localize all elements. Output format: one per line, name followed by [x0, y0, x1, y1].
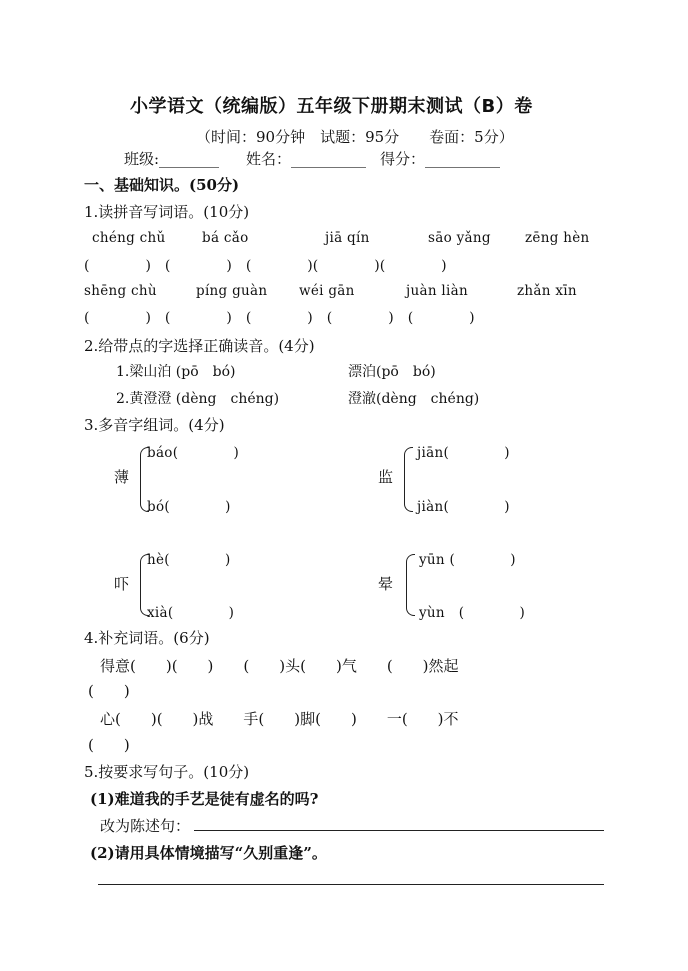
q2-item-2[interactable]: 漂泊(pō bó) [348, 364, 436, 380]
polyphone-reading[interactable]: jiàn( ) [417, 499, 510, 515]
polyphone-char: 监 [378, 468, 394, 486]
pinyin-2: bá cǎo [202, 230, 249, 246]
answer-line[interactable] [98, 884, 604, 885]
score-field[interactable]: 得分：__________ [380, 150, 501, 168]
section-heading: 一、基础知识。(50分) [84, 176, 240, 194]
name-field[interactable]: 姓名：__________ [246, 150, 367, 168]
q2-item-1[interactable]: 1.梁山泊 (pō bó) [116, 364, 236, 380]
polyphone-char: 吓 [114, 575, 130, 593]
q2-item-4[interactable]: 澄澈(dèng chéng) [348, 391, 480, 407]
polyphone-char: 薄 [114, 468, 130, 486]
answer-boxes-row-1[interactable]: ( ) ( ) ( )( )( ) [84, 258, 447, 274]
question-5-heading: 5.按要求写句子。(10分) [84, 763, 250, 781]
exam-info: （时间：90分钟 试题：95分 卷面：5分） [196, 128, 514, 146]
pinyin-1: chéng chǔ [92, 230, 166, 246]
q2-item-3[interactable]: 2.黄澄澄 (dèng chéng) [116, 391, 280, 407]
q4-line-2[interactable]: 心( )( )战 手( )脚( ) 一( )不 [100, 710, 459, 728]
polyphone-char: 晕 [378, 575, 394, 593]
polyphone-reading[interactable]: báo( ) [147, 445, 240, 461]
polyphone-reading[interactable]: jiān( ) [417, 445, 510, 461]
pinyin-10: zhǎn xīn [517, 283, 577, 299]
pinyin-9: juàn liàn [406, 283, 468, 299]
pinyin-6: shēng chù [84, 283, 157, 299]
page-title: 小学语文（统编版）五年级下册期末测试（B）卷 [130, 96, 533, 117]
pinyin-7: píng guàn [196, 283, 268, 299]
pinyin-8: wéi gān [299, 283, 355, 299]
polyphone-reading[interactable]: yūn ( ) [419, 552, 516, 568]
q5-answer-label: 改为陈述句： [100, 817, 191, 835]
left-brace-icon [404, 447, 413, 512]
question-2-heading: 2.给带点的字选择正确读音。(4分) [84, 337, 315, 355]
q5-item-2: (2)请用具体情境描写“久别重逢”。 [90, 844, 327, 862]
pinyin-5: zēng hèn [525, 230, 590, 246]
q5-item-1: (1)难道我的手艺是徒有虚名的吗? [90, 790, 319, 808]
left-brace-icon [406, 554, 415, 616]
answer-boxes-row-2[interactable]: ( ) ( ) ( ) ( ) ( ) [84, 310, 475, 326]
polyphone-reading[interactable]: hè( ) [147, 552, 231, 568]
polyphone-reading[interactable]: bó( ) [147, 499, 231, 515]
class-field[interactable]: 班级:________ [124, 150, 220, 168]
polyphone-reading[interactable]: yùn ( ) [419, 605, 526, 621]
q4-line-1-cont[interactable]: ( ) [88, 682, 130, 700]
question-1-heading: 1.读拼音写词语。(10分) [84, 203, 250, 221]
pinyin-4: sāo yǎng [428, 230, 491, 246]
question-4-heading: 4.补充词语。(6分) [84, 629, 210, 647]
question-3-heading: 3.多音字组词。(4分) [84, 416, 225, 434]
pinyin-3: jiā qín [325, 230, 370, 246]
answer-line[interactable] [194, 830, 604, 831]
polyphone-reading[interactable]: xià( ) [147, 605, 235, 621]
q4-line-1[interactable]: 得意( )( ) ( )头( )气 ( )然起 [100, 657, 459, 675]
q4-line-2-cont[interactable]: ( ) [88, 736, 130, 754]
